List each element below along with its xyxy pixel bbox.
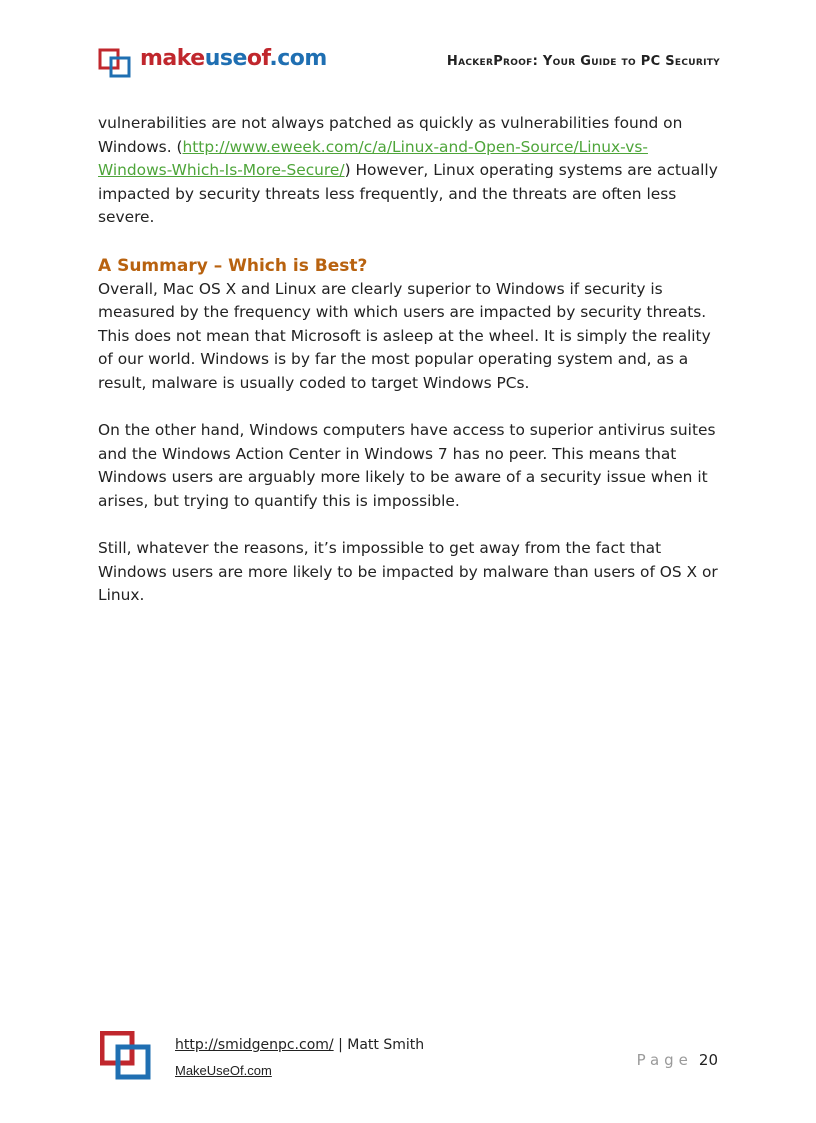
makeuseof-logo-icon <box>98 48 132 78</box>
footer-links <box>175 1036 424 1078</box>
page-header <box>98 44 720 80</box>
footer-logo-icon <box>100 1031 152 1081</box>
paragraph-summary: Overall, Mac OS X and Linux are clearly superior to Windows if security is measured by the frequency with which users are impacted by security threats. This does not mean that Microsoft is asleep at the wheel. It is simply the reality of our world. Windows is by far the most popular operating system and, as a result, malware is usually coded to target Windows PCs. <box>98 279 711 392</box>
paragraph-other-hand: On the other hand, Windows computers have access to superior antivirus suites and the Windows Action Center in Windows 7 has no peer. This means that Windows users are arguably more likely to be aware of a security issue when it arises, but trying to quantify this is impossible. <box>98 421 716 510</box>
page-number <box>637 1051 718 1069</box>
paragraph-linux-vulnerabilities: vulnerabilities are not always patched as quickly as vulnerabilities found on Windows. (http://www.eweek.com/c/a/Linux-and-Open-Source/Linux-vs-Windows-Which-Is-More-Secure/) However, Linux operating systems are actually impacted by security threats less frequently, and the threats are often less severe. <box>98 114 718 227</box>
page-body <box>98 112 720 631</box>
eweek-article-link[interactable]: http://www.eweek.com/c/a/Linux-and-Open-Source/Linux-vs-Windows-Which-Is-More-Secure/ <box>98 137 648 180</box>
author-site-link[interactable]: http://smidgenpc.com/ <box>175 1037 334 1053</box>
author-name: | Matt Smith <box>333 1037 425 1053</box>
paragraph-conclusion: Still, whatever the reasons, it’s impossible to get away from the fact that Windows users are more likely to be impacted by malware than users of OS X or Linux. <box>98 539 718 605</box>
makeuseof-logo-text: makeuseof.com <box>140 46 327 71</box>
document-title: HackerProof: Your Guide to PC Security <box>446 54 720 69</box>
page-number-value: 20 <box>698 1051 718 1069</box>
page-label: Page <box>636 1051 693 1069</box>
section-heading: A Summary – Which is Best? <box>98 255 368 276</box>
makeuseof-site-link[interactable]: MakeUseOf.com <box>175 1063 272 1078</box>
